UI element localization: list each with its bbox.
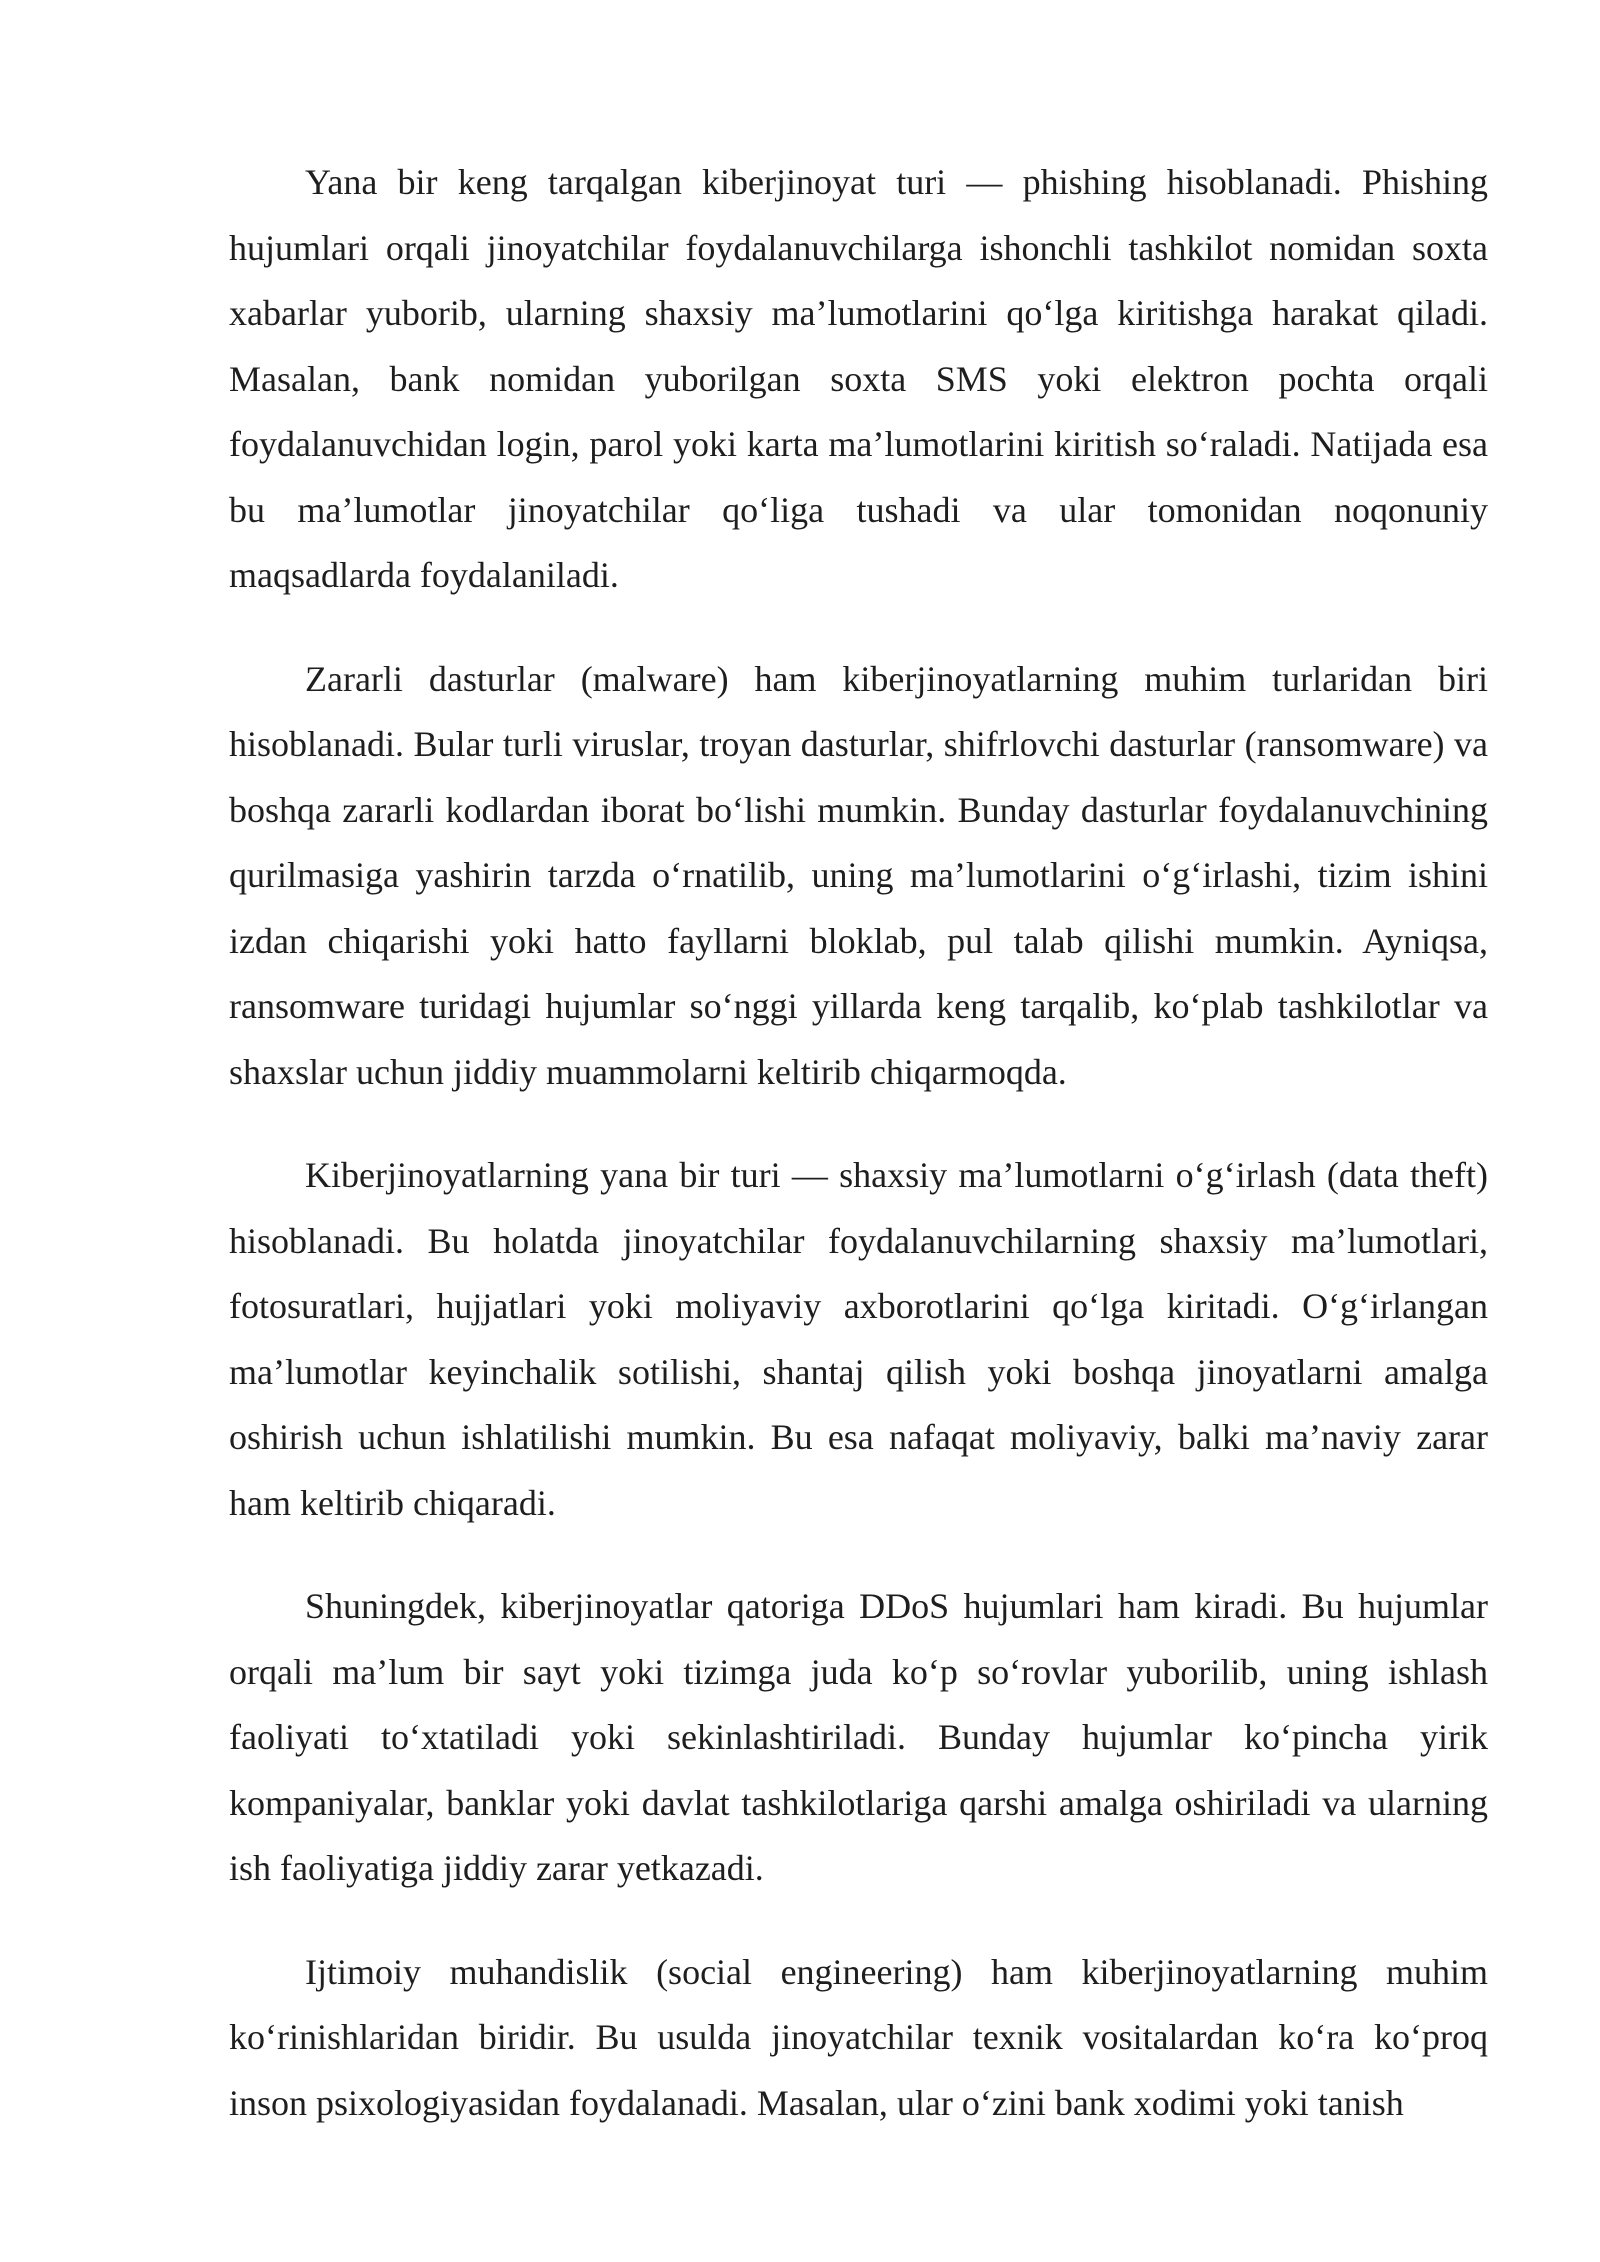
paragraph-ddos: Shuningdek, kiberjinoyatlar qatoriga DDoS hujumlari ham kiradi. Bu hujumlar orqali ma’lum bir sayt yoki tizimga juda ko‘p so‘rovlar yuborilib, uning ishlash faoliyati to‘xtatiladi yoki sekinlashtiriladi. Bunday hujumlar ko‘pincha yirik kompaniyalar, banklar yoki davlat tashkilotlariga qarshi amalga oshiriladi va ularning ish faoliyatiga jiddiy zarar yetkazadi. — [229, 1586, 1488, 1888]
paragraph-data-theft: Kiberjinoyatlarning yana bir turi — shaxsiy ma’lumotlarni o‘g‘irlash (data theft) hisoblanadi. Bu holatda jinoyatchilar foydalanuvchilarning shaxsiy ma’lumotlari, fotosuratlari, hujjatlari yoki moliyaviy axborotlarini qo‘lga kiritadi. O‘g‘irlangan ma’lumotlar keyinchalik sotilishi, shantaj qilish yoki boshqa jinoyatlarni amalga oshirish uchun ishlatilishi mumkin. Bu esa nafaqat moliyaviy, balki ma’naviy zarar ham keltirib chiqaradi. — [229, 1155, 1488, 1523]
paragraph-social-engineering: Ijtimoiy muhandislik (social engineering) ham kiberjinoyatlarning muhim ko‘rinishlaridan biridir. Bu usulda jinoyatchilar texnik vositalardan ko‘ra ko‘proq inson psixologiyasidan foydalanadi. Masalan, ular o‘zini bank xodimi yoki tanish — [229, 1951, 1488, 2123]
paragraph-phishing: Yana bir keng tarqalgan kiberjinoyat turi — phishing hisoblanadi. Phishing hujumlari orqali jinoyatchilar foydalanuvchilarga ishonchli tashkilot nomidan soxta xabarlar yuborib, ularning shaxsiy ma’lumotlarini qo‘lga kiritishga harakat qiladi. Masalan, bank nomidan yuborilgan soxta SMS yoki elektron pochta orqali foydalanuvchidan login, parol yoki karta ma’lumotlarini kiritish so‘raladi. Natijada esa bu ma’lumotlar jinoyatchilar qo‘liga tushadi va ular tomonidan noqonuniy maqsadlarda foydalaniladi. — [229, 162, 1488, 595]
paragraph-malware: Zararli dasturlar (malware) ham kiberjinoyatlarning muhim turlaridan biri hisoblanadi. Bular turli viruslar, troyan dasturlar, shifrlovchi dasturlar (ransomware) va boshqa zararli kodlardan iborat bo‘lishi mumkin. Bunday dasturlar foydalanuvchining qurilmasiga yashirin tarzda o‘rnatilib, uning ma’lumotlarini o‘g‘irlashi, tizim ishini izdan chiqarishi yoki hatto fayllarni bloklab, pul talab qilishi mumkin. Ayniqsa, ransomware turidagi hujumlar so‘nggi yillarda keng tarqalib, ko‘plab tashkilotlar va shaxslar uchun jiddiy muammolarni keltirib chiqarmoqda. — [229, 658, 1488, 1092]
document-page — [229, 150, 1488, 2174]
